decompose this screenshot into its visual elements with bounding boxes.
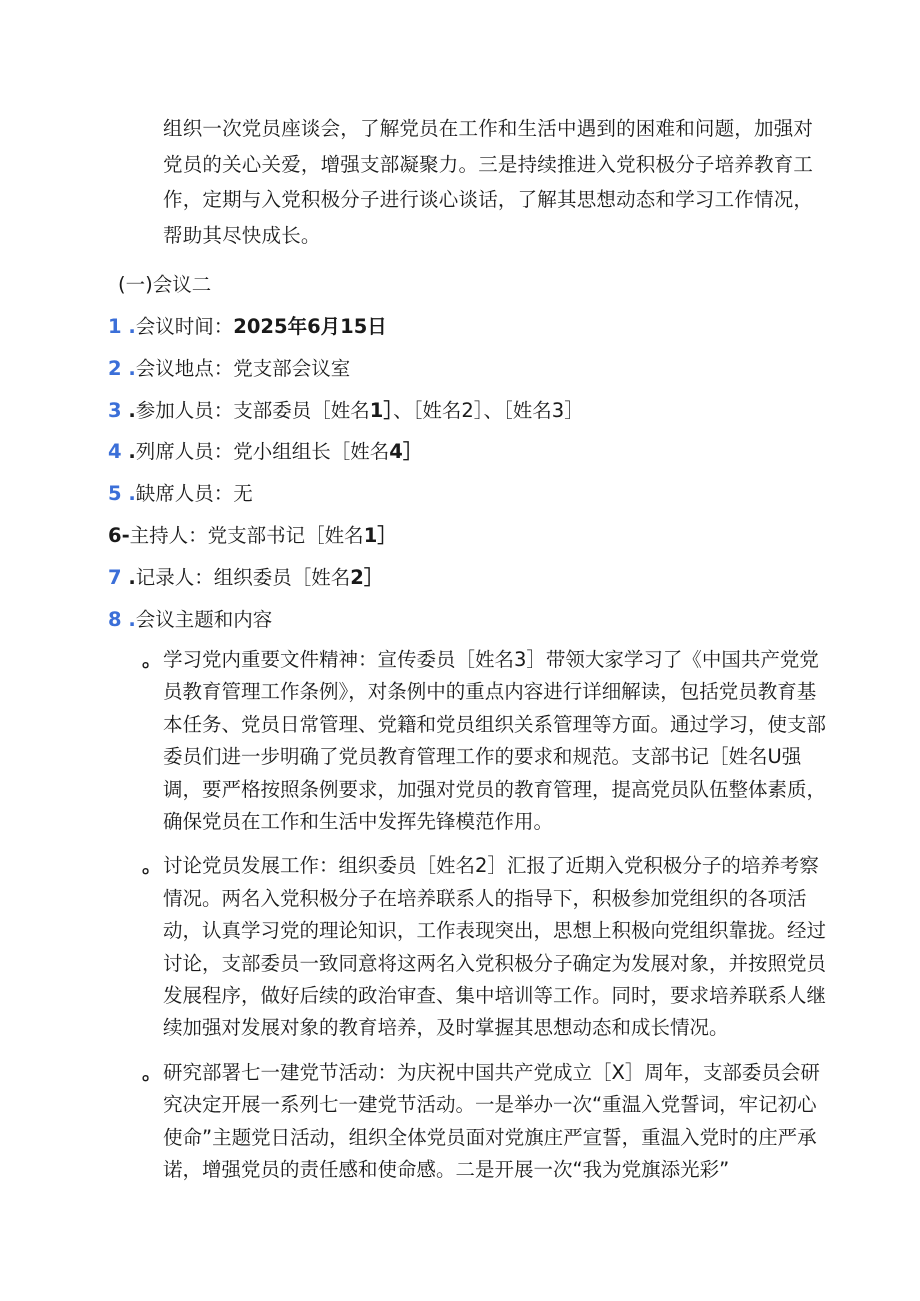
bullet-mark: 。 bbox=[142, 648, 162, 671]
content-bullet bbox=[134, 644, 834, 838]
meeting-content-list bbox=[134, 644, 834, 1199]
item-value: 2］ bbox=[350, 565, 384, 589]
meeting-info-item bbox=[108, 354, 828, 396]
content-bullet bbox=[134, 850, 834, 1044]
meeting-info-list bbox=[108, 312, 828, 646]
item-label: 主持人：党支部书记［姓名 bbox=[129, 523, 364, 547]
item-label: 会议主题和内容 bbox=[135, 607, 273, 631]
item-number: 8 bbox=[108, 607, 122, 631]
meeting-info-item bbox=[108, 563, 828, 605]
item-number-sep: . bbox=[121, 440, 136, 464]
bullet-text: 学习党内重要文件精神：宣传委员［姓名3］带领大家学习了《中国共产党党员教育管理工作条例》，对条例中的重点内容进行详细解读，包括党员教育基本任务、党员日常管理、党籍和党员组织关系管理等方面。通过学习，使支部委员们进一步明确了党员教育管理工作的要求和规范。支部书记［姓名U强调，要严格按照条例要求，加强对党员的教育管理，提高党员队伍整体素质，确保党员在工作和生活中发挥先锋模范作用。 bbox=[163, 648, 827, 834]
item-label: 列席人员：党小组组长［姓名 bbox=[135, 440, 390, 464]
item-number-sep: - bbox=[121, 523, 130, 547]
content-bullet bbox=[134, 1057, 834, 1187]
item-number-sep: . bbox=[121, 482, 136, 506]
bullet-text: 研究部署七一建党节活动：为庆祝中国共产党成立［X］周年，支部委员会研究决定开展一系列七一建党节活动。一是举办一次“重温入党誓词，牢记初心使命”主题党日活动，组织全体党员面对党旗庄严宣誓，重温入党时的庄严承诺，增强党员的责任感和使命感。二是开展一次“我为党旗添光彩” bbox=[163, 1060, 820, 1182]
meeting-info-item bbox=[108, 521, 828, 563]
intro-paragraph: 组织一次党员座谈会，了解党员在工作和生活中遇到的困难和问题，加强对党员的关心关爱，增强支部凝聚力。三是持续推进入党积极分子培养教育工作，定期与入党积极分子进行谈心谈话，了解其思想动态和学习工作情况，帮助其尽快成长。 bbox=[163, 117, 814, 247]
item-number: 7 bbox=[108, 565, 122, 589]
item-number: 4 bbox=[108, 440, 122, 464]
item-number-sep: . bbox=[121, 607, 136, 631]
bullet-mark: 。 bbox=[142, 854, 162, 878]
item-number: 3 bbox=[108, 398, 122, 422]
item-value: 2025年6月15日 bbox=[233, 315, 387, 338]
meeting-info-item bbox=[108, 605, 828, 647]
item-tail: 、［姓名2］、［姓名3］ bbox=[393, 398, 584, 422]
item-number-sep: . bbox=[121, 398, 136, 422]
bullet-text: 讨论党员发展工作：组织委员［姓名2］汇报了近期入党积极分子的培养考察情况。两名入党积极分子在培养联系人的指导下，积极参加党组织的各项活动，认真学习党的理论知识，工作表现突出，思想上积极向党组织靠拢。经过讨论，支部委员一致同意将这两名入党积极分子确定为发展对象，并按照党员发展程序，做好后续的政治审查、集中培训等工作。同时，要求培养联系人继续加强对发展对象的教育培养，及时掌握其思想动态和成长情况。 bbox=[163, 854, 827, 1040]
item-label: 会议地点：党支部会议室 bbox=[135, 356, 351, 380]
item-value: 1］ bbox=[363, 523, 397, 547]
item-number-sep: . bbox=[121, 565, 136, 589]
item-label: 参加人员：支部委员［姓名 bbox=[135, 398, 370, 422]
meeting-info-item bbox=[108, 312, 828, 354]
meeting-info-item bbox=[108, 479, 828, 521]
item-number: 5 bbox=[108, 482, 122, 506]
item-number: 1 bbox=[108, 315, 122, 338]
item-number: 2 bbox=[108, 356, 122, 380]
item-number: 6 bbox=[108, 523, 122, 547]
item-number-sep: . bbox=[121, 356, 136, 380]
item-number-sep: . bbox=[121, 315, 136, 338]
bullet-mark: 。 bbox=[142, 1060, 162, 1084]
item-label: 记录人：组织委员［姓名 bbox=[135, 565, 351, 589]
meeting-info-item bbox=[108, 437, 828, 479]
meeting-info-item bbox=[108, 396, 828, 438]
item-label: 会议时间： bbox=[135, 315, 234, 338]
item-value: 1］ bbox=[369, 398, 394, 422]
section-heading: (一)会议二 bbox=[118, 273, 212, 296]
item-label: 缺席人员：无 bbox=[135, 482, 253, 506]
item-value: 4］ bbox=[389, 440, 423, 464]
